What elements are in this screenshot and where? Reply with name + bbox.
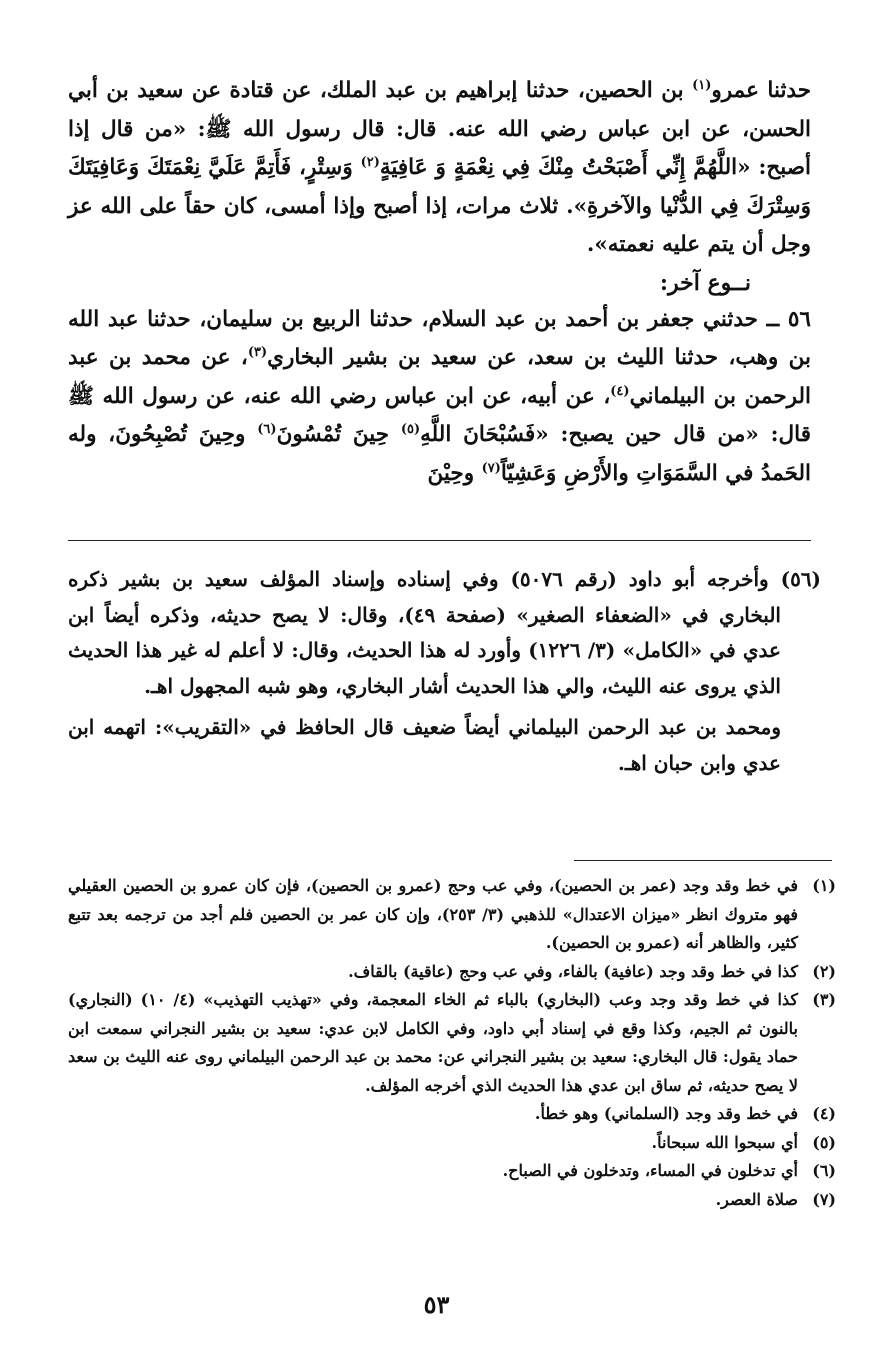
text-segment: حدثني جعفر بن أحمد بن عبد السلام، حدثنا الربيع بن سليمان، حدثنا عبد الله بن وهب، حدثنا الليث بن سعد، عن سعيد بن بشير البخاري	[68, 306, 811, 370]
footnote-ref[interactable]: (٧)	[481, 460, 501, 476]
footnote-number: (٢)	[812, 961, 836, 981]
main-text	[68, 72, 811, 493]
footnote-ref[interactable]: (١)	[692, 77, 712, 93]
commentary-note-56-continued: ومحمد بن عبد الرحمن البيلماني أيضاً ضعيف قال الحافظ في «التقريب»: اتهمه ابن عدي وابن حبان اهـ.	[68, 715, 781, 775]
text-segment: بن الحصين، حدثنا إبراهيم بن عبد الملك، عن قتادة عن سعيد بن أبي الحسن، عن ابن عباس رضي الله عنه. قال: قال رسول الله ﷺ: «من قال إذا أصبح: «اللَّهُمَّ إِنِّي أَصْبَحْتُ مِنْكَ فِي نِعْمَةٍ وَ عَافِيَةٍ	[68, 78, 811, 180]
text-segment: وحِينَ تُصْبِحُونَ، وله الحَمدُ في السَّمَوَاتِ والأَرْضِ وَعَشِيّاً	[68, 422, 811, 486]
text-segment: ، عن أبيه، عن ابن عباس رضي الله عنه، عن رسول الله ﷺ قال: «من قال حين يصبح: «فَسُبْحَانَ اللَّهِ	[68, 383, 811, 447]
footnote-separator	[574, 860, 832, 861]
footnote-1	[68, 872, 836, 958]
footnote-number: (٤)	[812, 1104, 836, 1123]
footnote-text: كذا في خط وقد وجد وعب (البخاري) بالباء ثم الخاء المعجمة، وفي «تهذيب التهذيب» (٤/ ١٠) (النجاري) بالنون ثم الجيم، وكذا وقع في إسناد أبي داود، وفي الكامل لابن عدي: سعيد بن بشير النجراني سمعت ابن حماد يقول: قال البخاري: سعيد بن بشير النجراني عن: محمد بن عبد الرحمن البيلماني روى عنه الليث بن سعد لا يصح حديثه، ثم ساق ابن عدي هذا الحديث الذي أخرجه المؤلف.	[68, 990, 799, 1095]
footnote-ref[interactable]: (٥)	[400, 421, 421, 437]
footnote-text: أي سبحوا الله سبحاناً.	[651, 1132, 798, 1152]
separator-line	[68, 540, 811, 541]
text-segment: حِينَ تُمْسُونَ	[276, 422, 401, 447]
commentary-notes	[68, 562, 821, 787]
text-segment: ، عن محمد بن عبد الرحمن بن البيلماني	[68, 345, 811, 409]
footnote-text: أي تدخلون في المساء، وتدخلون في الصباح.	[502, 1161, 798, 1180]
footnote-text: في خط وقد وجد (عمر بن الحصين)، وفي عب وحج (عمرو بن الحصين)، فإن كان عمرو بن الحصين العقيلي فهو متروك انظر «ميزان الاعتدال» للذهبي (٣/ ٢٥٣)، وإن كان عمر بن الحصين فلم أجد من ترجمه بعد تتبع كثير، والظاهر أنه (عمرو بن الحصين).	[68, 876, 799, 952]
footnote-ref[interactable]: (٢)	[360, 154, 380, 170]
footnote-2	[68, 958, 836, 987]
footnote-4	[68, 1100, 836, 1129]
footnote-text: كذا في خط وقد وجد (عافية) بالفاء، وفي عب وحج (عاقية) بالقاف.	[348, 961, 798, 981]
paragraph-hadith-1	[68, 72, 811, 265]
paragraph-hadith-56	[68, 301, 811, 494]
hadith-number: ٥٦ ــ	[766, 306, 811, 332]
footnote-text: صلاة العصر.	[715, 1189, 798, 1209]
footnote-ref[interactable]: (٤)	[610, 383, 630, 399]
footnote-ref[interactable]: (٦)	[257, 421, 277, 437]
footnote-number: (١)	[812, 876, 836, 895]
text-segment: حدثنا عمرو	[711, 78, 811, 103]
footnote-5	[68, 1129, 836, 1158]
footnote-ref[interactable]: (٣)	[247, 344, 268, 360]
footnotes	[68, 872, 836, 1214]
footnote-7	[68, 1186, 836, 1215]
footnote-3	[68, 986, 836, 1100]
footnote-number: (٥)	[812, 1132, 836, 1152]
page-number: ٥٣	[423, 1290, 450, 1319]
commentary-note-56: (٥٦) وأخرجه أبو داود (رقم ٥٠٧٦) وفي إسناده وإسناد المؤلف سعيد بن بشير ذكره البخاري في «الضعفاء الصغير» (صفحة ٤٩)، وقال: لا يصح حديثه، وذكره أيضاً ابن عدي في «الكامل» (٣/ ١٢٢٦) وأورد له هذا الحديث، وقال: لا أعلم له غير هذا الحديث الذي يروى عنه الليث، والي هذا الحديث أشار البخاري، وهو شبه المجهول اهـ.	[68, 567, 822, 698]
footnote-6	[68, 1157, 836, 1186]
section-heading: نــوع آخر:	[659, 269, 751, 296]
text-segment: وَسِتْرٍ، فَأَتِمَّ عَلَيَّ نِعْمَتَكَ وَعَافِيَتَكَ وَسِتْرَكَ فِي الدُّنْيا والآخرةِ». ثلاث مرات، إذا أصبح وإذا أمسى، كان حقاً على الله عز وجل أن يتم عليه نعمته».	[68, 155, 811, 257]
footnote-number: (٣)	[812, 990, 836, 1009]
footnote-number: (٧)	[812, 1189, 836, 1209]
footnote-number: (٦)	[812, 1161, 836, 1180]
footnote-text: في خط وقد وجد (السلماني) وهو خطأ.	[534, 1104, 798, 1123]
text-segment: وحِيْنَ	[427, 460, 482, 486]
